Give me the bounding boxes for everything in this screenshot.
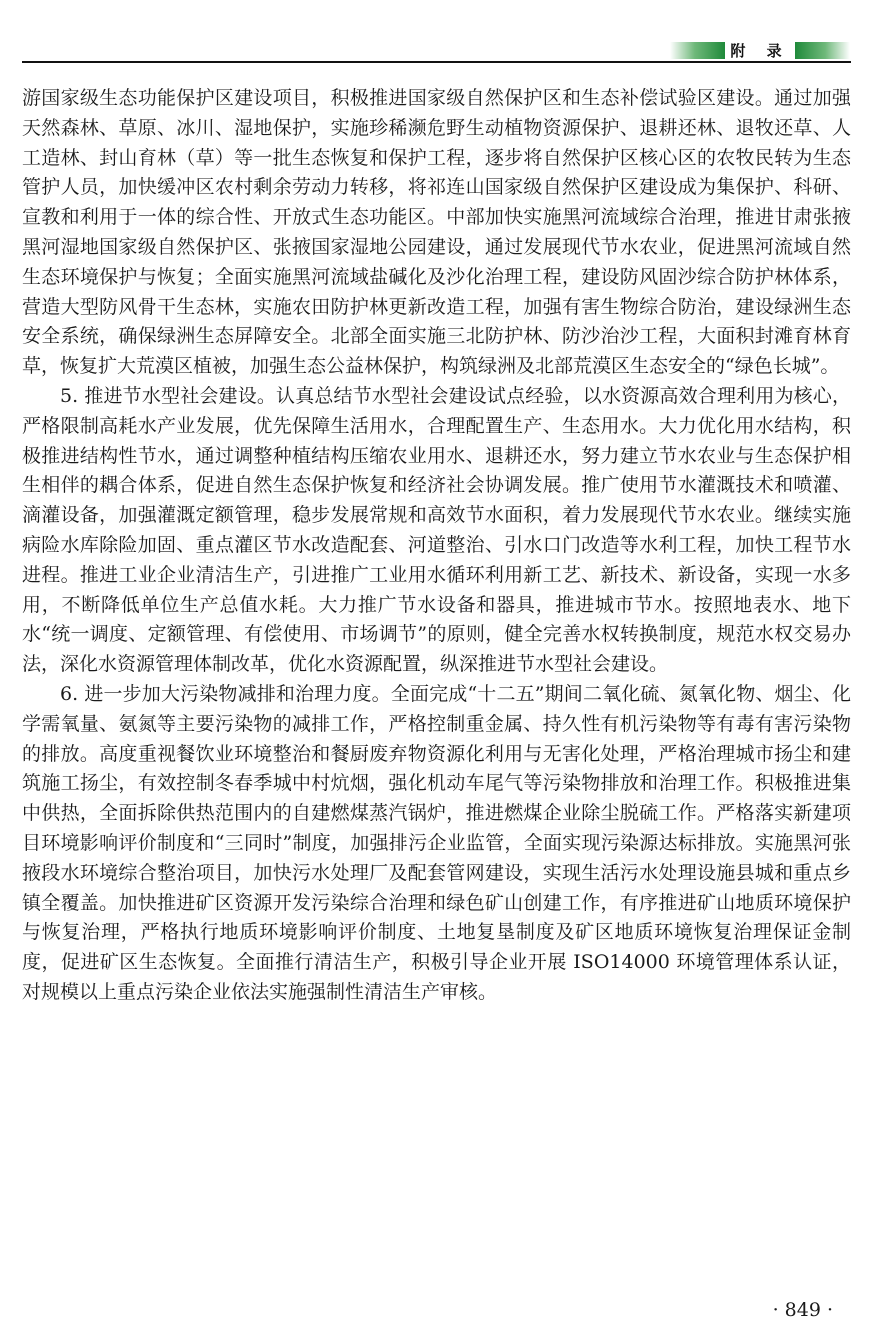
paragraph-pollution-reduction: 6. 进一步加大污染物减排和治理力度。全面完成“十二五”期间二氧化硫、氮氧化物、烟尘、化学需氧量、氨氮等主要污染物的减排工作，严格控制重金属、持久性有机污染物等有毒有害污染物的排放。高度重视餐饮业环境整治和餐厨废弃物资源化利用与无害化处理，严格治理城市扬尘和建筑施工扬尘，有效控制冬春季城中村炕烟，强化机动车尾气等污染物排放和治理工作。积极推进集中供热，全面拆除供热范围内的自建燃煤蒸汽锅炉，推进燃煤企业除尘脱硫工作。严格落实新建项目环境影响评价制度和“三同时”制度，加强排污企业监管，全面实现污染源达标排放。实施黑河张掖段水环境综合整治项目，加快污水处理厂及配套管网建设，实现生活污水处理设施县城和重点乡镇全覆盖。加快推进矿区资源开发污染综合治理和绿色矿山创建工作，有序推进矿山地质环境保护与恢复治理，严格执行地质环境影响评价制度、土地复垦制度及矿区地质环境恢复治理保证金制度，促进矿区生态恢复。全面推行清洁生产，积极引导企业开展 ISO14000 环境管理体系认证，对规模以上重点污染企业依法实施强制性清洁生产审核。 [22, 682, 851, 1003]
paragraph-water-saving: 5. 推进节水型社会建设。认真总结节水型社会建设试点经验，以水资源高效合理利用为核心，严格限制高耗水产业发展，优先保障生活用水，合理配置生产、生态用水。大力优化用水结构，积极推进结构性节水，通过调整种植结构压缩农业用水、退耕还水，努力建立节水农业与生态保护相生相伴的耦合体系，促进自然生态保护恢复和经济社会协调发展。推广使用节水灌溉技术和喷灌、滴灌设备，加强灌溉定额管理，稳步发展常规和高效节水面积，着力发展现代节水农业。继续实施病险水库除险加固、重点灌区节水改造配套、河道整治、引水口门改造等水利工程，加快工程节水进程。推进工业企业清洁生产，引进推广工业用水循环利用新工艺、新技术、新设备，实现一水多用，不断降低单位生产总值水耗。大力推广节水设备和器具，推进城市节水。按照地表水、地下水“统一调度、定额管理、有偿使用、市场调节”的原则，健全完善水权转换制度，规范水权交易办法，深化水资源管理体制改革，优化水资源配置，纵深推进节水型社会建设。 [22, 384, 851, 676]
running-header [670, 41, 850, 60]
header-decoration-right [795, 42, 850, 59]
paragraph-continued: 游国家级生态功能保护区建设项目，积极推进国家级自然保护区和生态补偿试验区建设。通过加强天然森林、草原、冰川、湿地保护，实施珍稀濒危野生动植物资源保护、退耕还林、退牧还草、人工造林、封山育林（草）等一批生态恢复和保护工程，逐步将自然保护区核心区的农牧民转为生态管护人员，加快缓冲区农村剩余劳动力转移，将祁连山国家级自然保护区建设成为集保护、科研、宣教和利用于一体的综合性、开放式生态功能区。中部加快实施黑河流域综合治理，推进甘肃张掖黑河湿地国家级自然保护区、张掖国家湿地公园建设，通过发展现代节水农业，促进黑河流域自然生态环境保护与恢复；全面实施黑河流域盐碱化及沙化治理工程，建设防风固沙综合防护林体系，营造大型防风骨干生态林，实施农田防护林更新改造工程，加强有害生物综合防治，建设绿洲生态安全系统，确保绿洲生态屏障安全。北部全面实施三北防护林、防沙治沙工程，大面积封滩育林育草，恢复扩大荒漠区植被，加强生态公益林保护，构筑绿洲及北部荒漠区生态安全的“绿色长城”。 [22, 87, 851, 378]
header-rule [22, 61, 851, 63]
body-text [22, 84, 851, 1008]
page-number: · 849 · [772, 1299, 833, 1321]
header-label: 附 录 [730, 42, 790, 60]
header-decoration-left [670, 42, 725, 59]
